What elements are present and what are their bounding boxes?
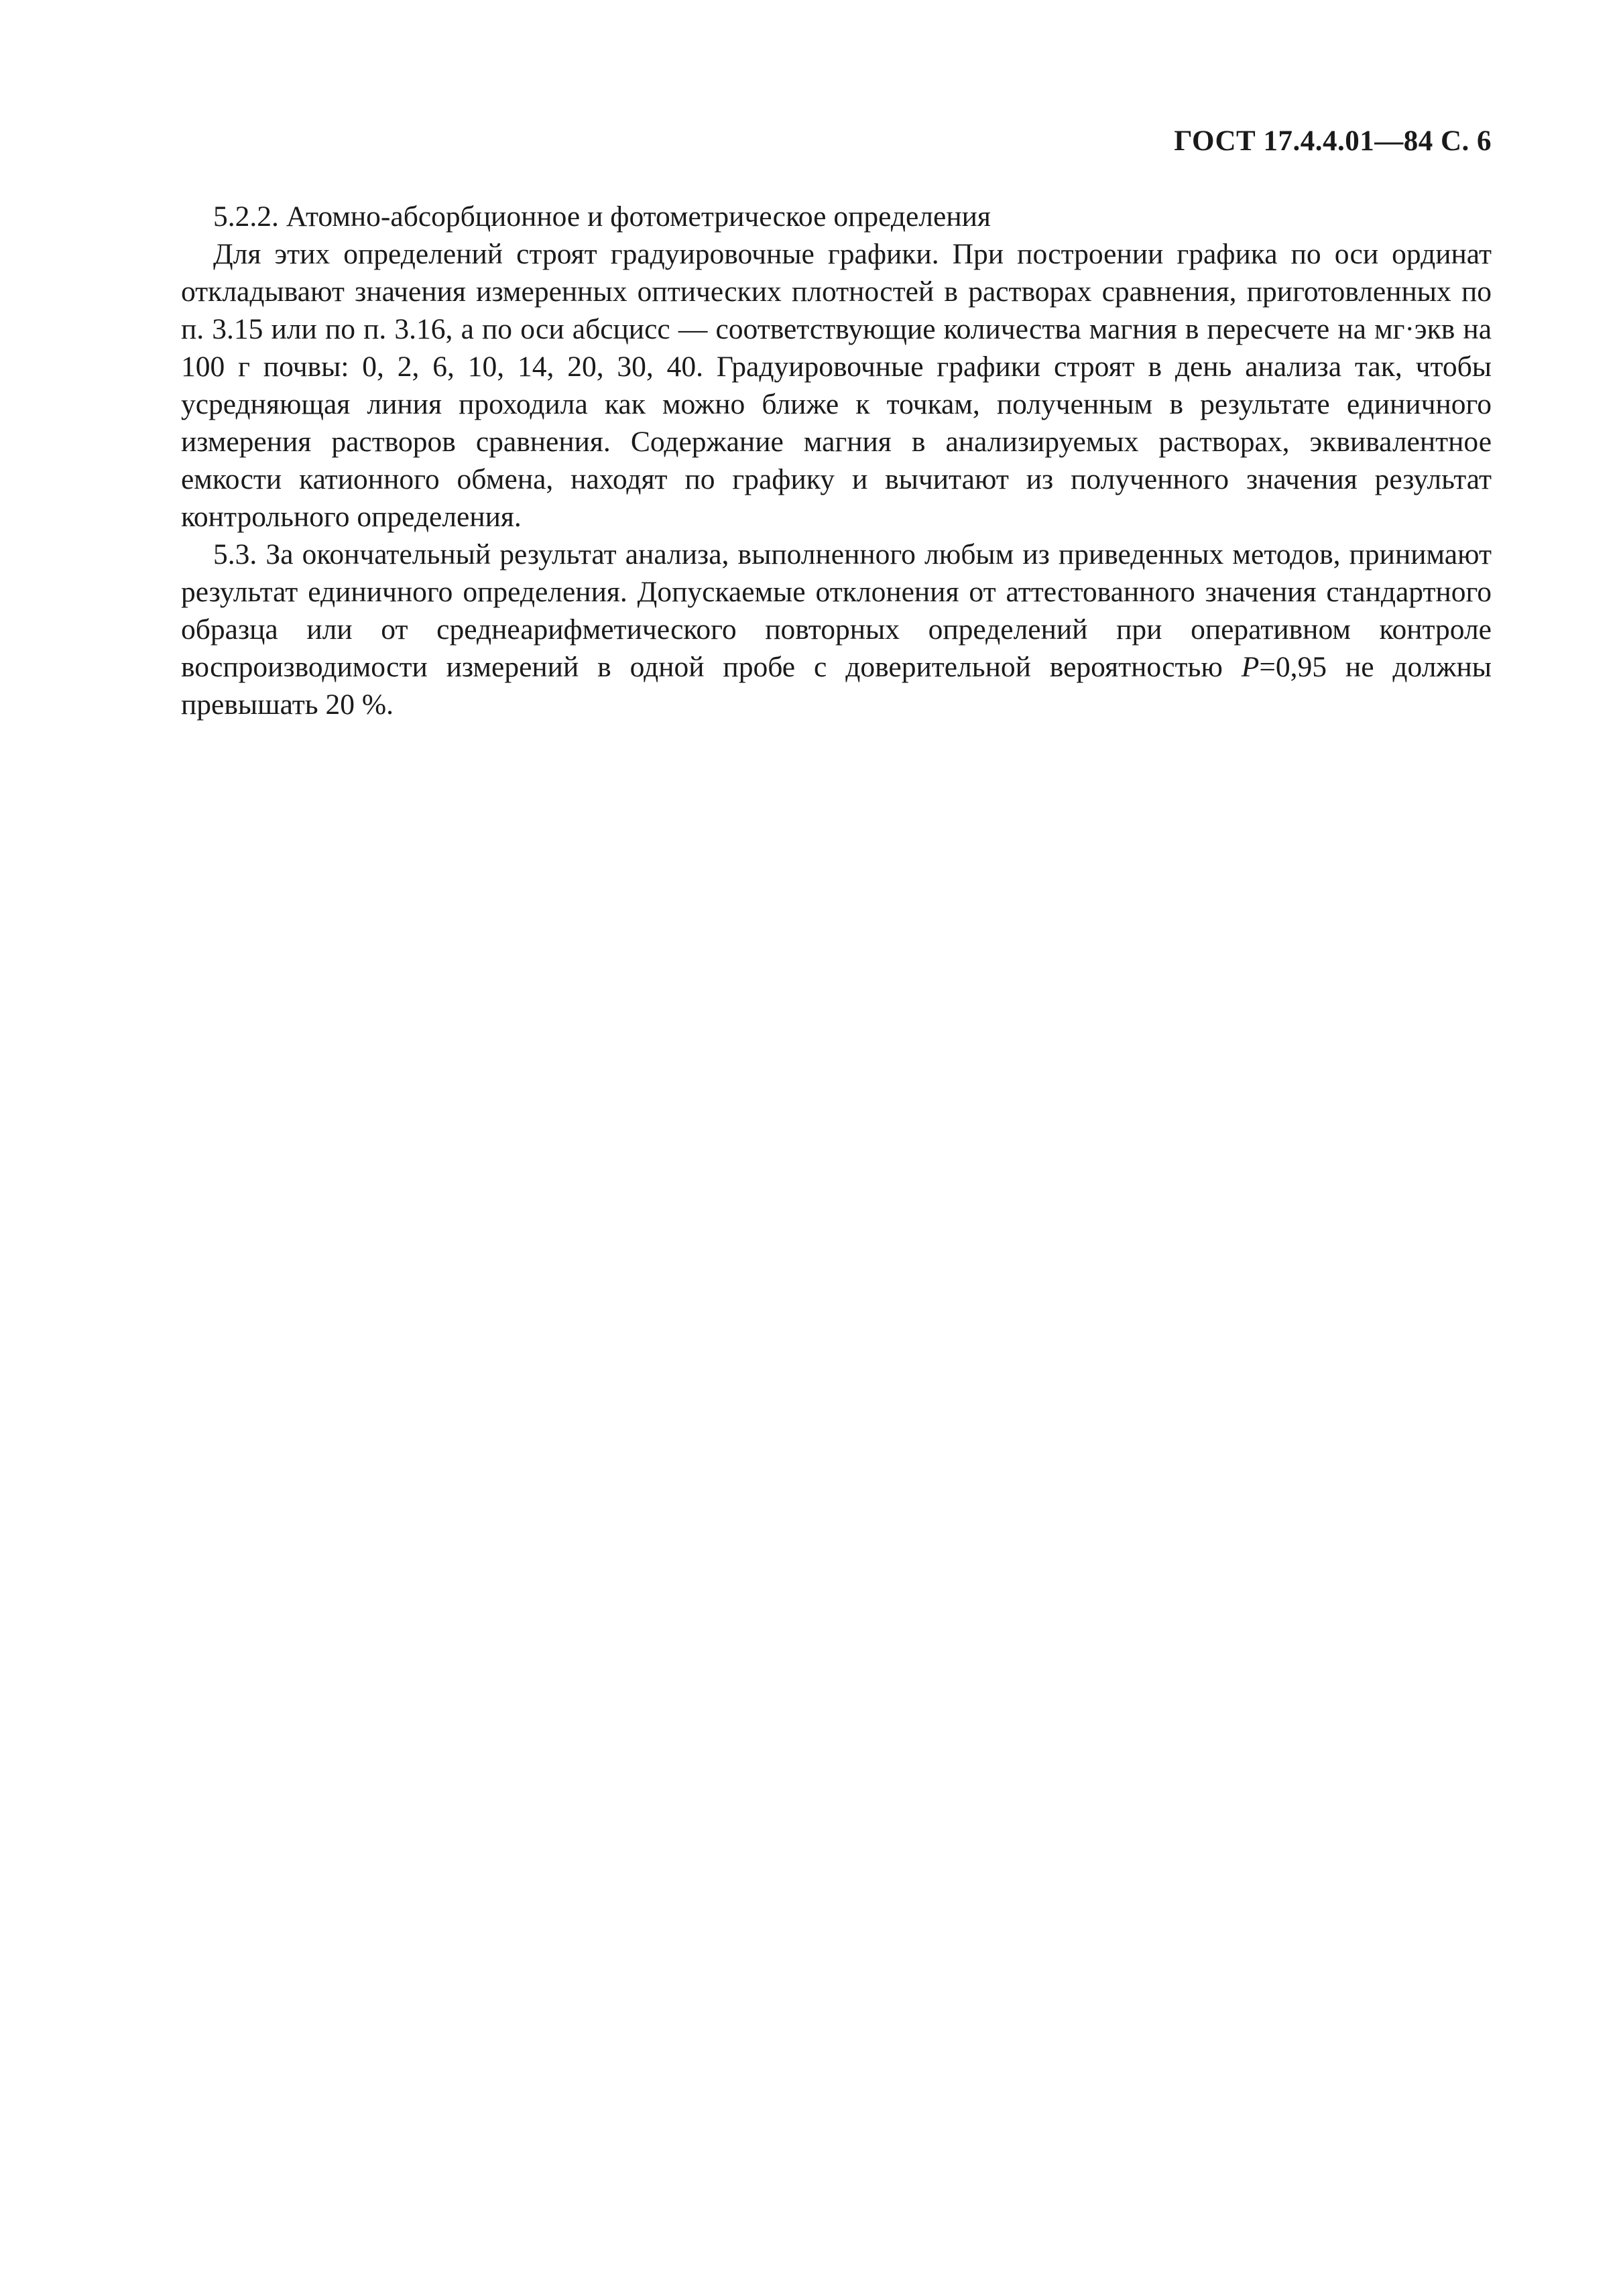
paragraph-final-result [181,536,1492,723]
paragraph-calibration: Для этих определений строят градуировочные графики. При построении графика по оси ординат откладывают значения измеренных оптических плотностей в растворах сравнения, приготовленных по п. 3.15 или по п. 3.16, а по оси абсцисс — соответствующие количества магния в пересчете на мг·экв на 100 г почвы: 0, 2, 6, 10, 14, 20, 30, 40. Градуировочные графики строят в день анализа так, чтобы усредняющая линия проходила как можно ближе к точкам, полученным в результате единичного измерения растворов сравнения. Содержание магния в анализируемых растворах, эквивалентное емкости катионного обмена, находят по графику и вычитают из полученного значения результат контрольного определения. [181,238,1492,533]
paragraph-final-result-text-1: 5.3. За окончательный результат анализа, выполненного любым из приведенных методов, принимают результат единичного определения. Допускаемые отклонения от аттестованного значения стандартного образца или от среднеарифметического повторных определений при оперативном контроле воспроизводимости измерений в одной пробе с доверительной вероятностью [181,538,1492,683]
paragraph-final-result-text-2: =0,95 не должны превышать 20 %. [181,651,1492,721]
section-heading: 5.2.2. Атомно-абсорбционное и фотометрическое определения [213,200,991,233]
document-body [181,198,1492,723]
page-header: ГОСТ 17.4.4.01—84 С. 6 [1174,125,1492,157]
probability-variable: P [1241,651,1260,683]
